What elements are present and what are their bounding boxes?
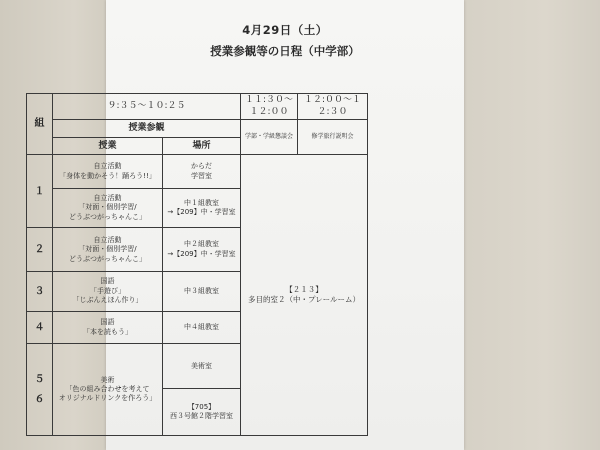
group-number-5: ５ [34, 374, 45, 386]
group-number-6: ６ [34, 393, 45, 405]
class-theme: 「じぶんえほん作り」 [72, 296, 143, 305]
place-cell [163, 389, 241, 436]
place-cell: 美術室 [163, 344, 241, 389]
wall-right [464, 0, 600, 450]
class-cell [53, 228, 163, 272]
class-column-header: 授業 [53, 138, 163, 155]
merged-room-cell [241, 155, 368, 436]
class-theme: どうぶつがっちゃんこ」 [69, 212, 146, 221]
group-number: ２ [27, 228, 53, 272]
class-cell [53, 155, 163, 189]
class-subject: 自立活動 [93, 194, 122, 202]
place-line: →【209】中・学習室 [167, 208, 236, 217]
class-subject: 自立活動 [93, 162, 122, 171]
class-theme: 「対面・個別学習/ [78, 245, 137, 254]
group-number: ４ [27, 311, 53, 344]
group-number [27, 344, 53, 436]
place-cell [163, 228, 241, 272]
class-theme: オリジナルドリンクを作ろう」 [58, 394, 157, 403]
session-3-label: 修学旅行説明会 [298, 119, 368, 155]
page-title: 授業参観等の日程（中学部） [210, 44, 360, 58]
class-cell [53, 188, 163, 228]
place-line: →【209】中・学習室 [167, 249, 236, 258]
place-line: 中２組教室 [184, 240, 219, 249]
place-cell [163, 311, 241, 344]
room-number: 【２１３】 [285, 285, 323, 295]
group-number: ３ [27, 272, 53, 312]
class-theme: 「手遊び」 [90, 286, 125, 295]
place-cell [163, 272, 241, 312]
place-column-header: 場所 [163, 138, 241, 155]
place-cell [163, 188, 241, 228]
time-slot-1: ９:３５〜１０:２５ [53, 94, 241, 120]
class-subject: 美術 [100, 375, 115, 384]
place-line: 中４組教室 [184, 322, 219, 331]
session-2-label: 学部・学級懇談会 [241, 119, 298, 155]
class-theme: 「本を読もう」 [83, 327, 132, 336]
place-line: からだ [191, 162, 212, 171]
class-theme: 「対面・個別学習/ [78, 203, 137, 212]
room-name: 多目的室２（中・プレールーム） [247, 295, 361, 305]
class-subject: 自立活動 [93, 235, 122, 244]
place-cell [163, 155, 241, 189]
group-number: １ [27, 155, 53, 228]
place-line: 中１組教室 [184, 198, 219, 207]
class-cell [53, 272, 163, 312]
class-theme: 「色の組み合わせを考えて [65, 384, 150, 393]
time-slot-3: １２:００〜１２:３０ [298, 94, 368, 120]
time-slot-2: １１:３０〜１２:００ [241, 94, 298, 120]
place-line: 西３号館２階学習室 [170, 412, 233, 421]
class-theme: どうぶつがっちゃんこ」 [69, 254, 146, 263]
class-theme: 「身体を動かそう！踊ろう!!」 [59, 171, 156, 180]
group-column-header: 組 [27, 94, 53, 155]
place-line: 中３組教室 [184, 286, 219, 295]
place-line: 学習室 [191, 171, 212, 180]
class-subject: 国語 [100, 277, 115, 286]
class-cell [53, 311, 163, 344]
class-cell [53, 344, 163, 436]
page-date: 4月29日（土） [242, 23, 328, 37]
schedule-table [26, 93, 368, 436]
place-line: 【705】 [187, 402, 216, 411]
observation-header: 授業参観 [53, 119, 241, 137]
class-subject: 国語 [100, 318, 115, 327]
